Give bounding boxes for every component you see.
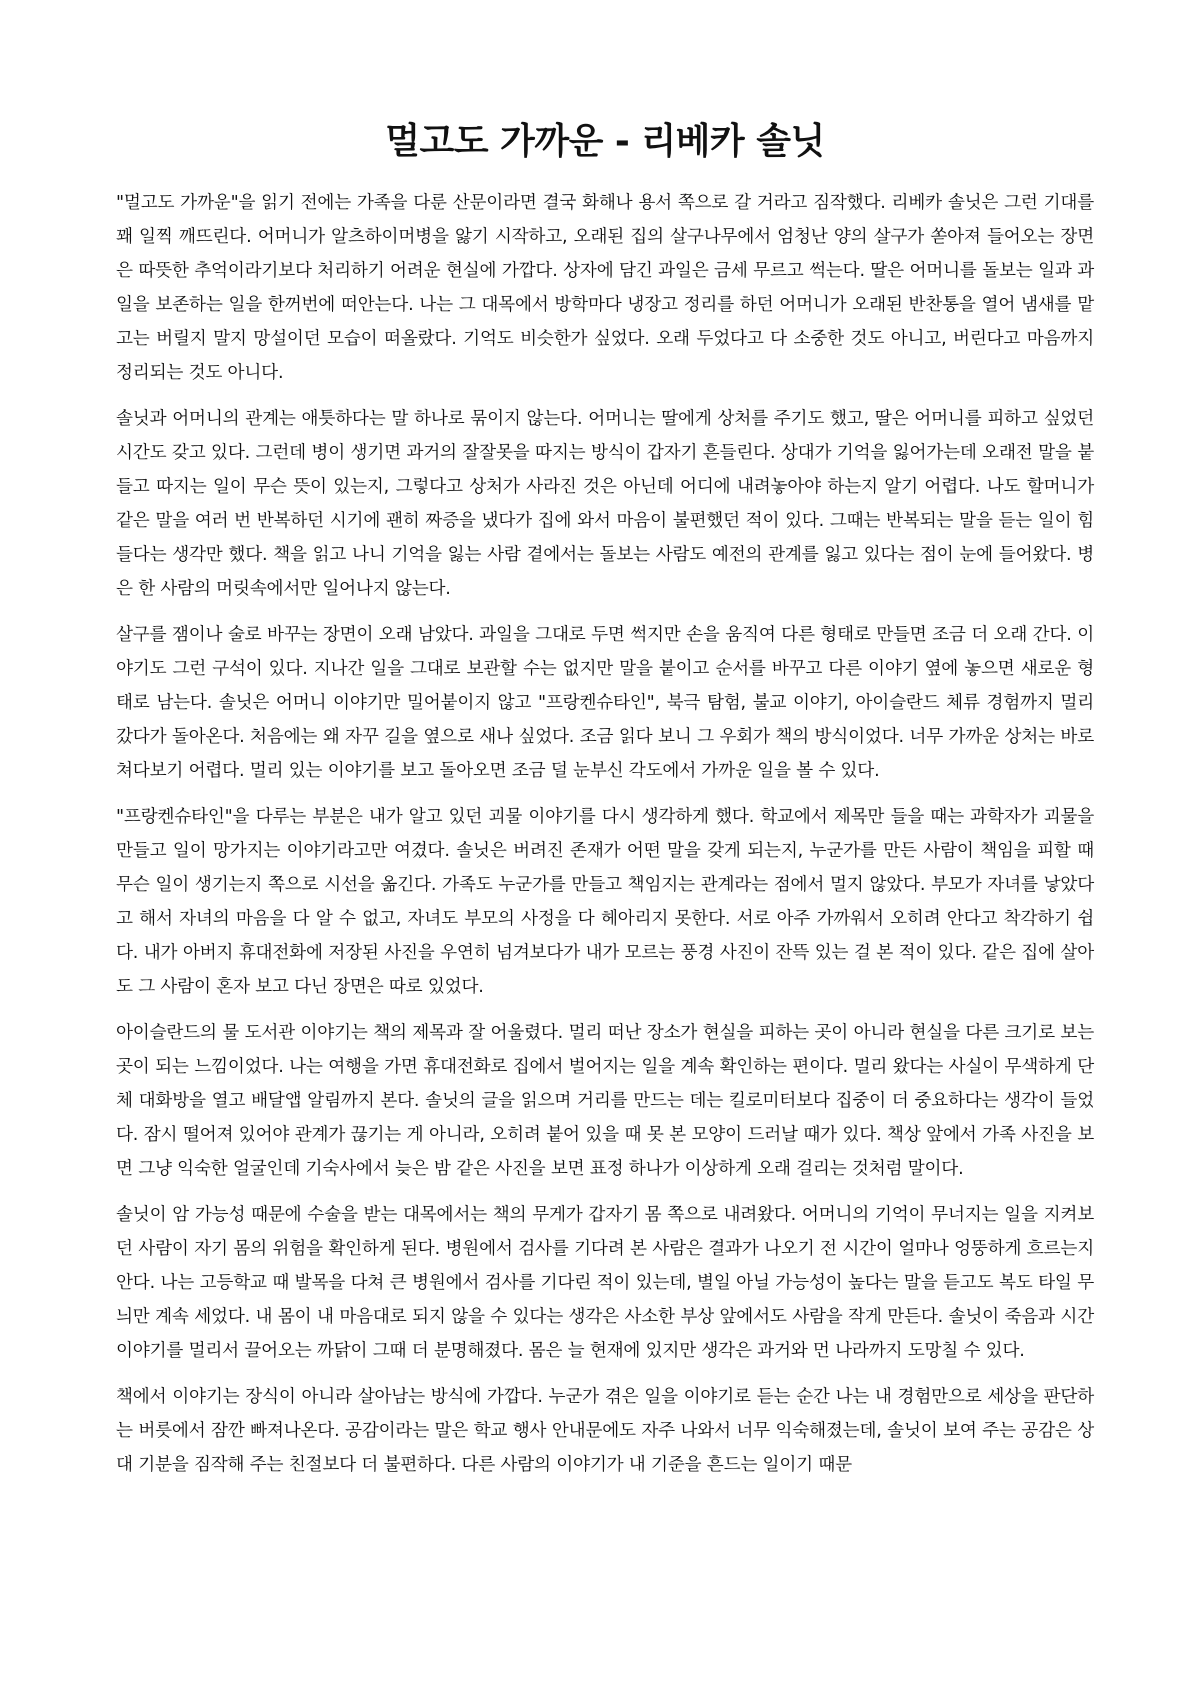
paragraph-3: 살구를 잼이나 술로 바꾸는 장면이 오래 남았다. 과일을 그대로 두면 썩지만 손을 움직여 다른 형태로 만들면 조금 더 오래 간다. 이야기도 그런 구석이 있다. 지나간 일을 그대로 보관할 수는 없지만 말을 붙이고 순서를 바꾸고 다른 이야기 옆에 놓으면 새로운 형태로 남는다. 솔닛은 어머니 이야기만 밀어붙이지 않고 "프랑켄슈타인", 북극 탐험, 불교 이야기, 아이슬란드 체류 경험까지 멀리 갔다가 돌아온다. 처음에는 왜 자꾸 길을 옆으로 새나 싶었다. 조금 읽다 보니 그 우회가 책의 방식이었다. 너무 가까운 상처는 바로 쳐다보기 어렵다. 멀리 있는 이야기를 보고 돌아오면 조금 덜 눈부신 각도에서 가까운 일을 볼 수 있다.: [116, 625, 1094, 781]
paragraph-4: "프랑켄슈타인"을 다루는 부분은 내가 알고 있던 괴물 이야기를 다시 생각하게 했다. 학교에서 제목만 들을 때는 과학자가 괴물을 만들고 일이 망가지는 이야기라고만 여겼다. 솔닛은 버려진 존재가 어떤 말을 갖게 되는지, 누군가를 만든 사람이 책임을 피할 때 무슨 일이 생기는지 쪽으로 시선을 옮긴다. 가족도 누군가를 만들고 책임지는 관계라는 점에서 멀지 않았다. 부모가 자녀를 낳았다고 해서 자녀의 마음을 다 알 수 없고, 자녀도 부모의 사정을 다 헤아리지 못한다. 서로 아주 가까워서 오히려 안다고 착각하기 쉽다. 내가 아버지 휴대전화에 저장된 사진을 우연히 넘겨보다가 내가 모르는 풍경 사진이 잔뜩 있는 걸 본 적이 있다. 같은 집에 살아도 그 사람이 혼자 보고 다닌 장면은 따로 있었다.: [116, 807, 1094, 997]
paragraph-2: 솔닛과 어머니의 관계는 애틋하다는 말 하나로 묶이지 않는다. 어머니는 딸에게 상처를 주기도 했고, 딸은 어머니를 피하고 싶었던 시간도 갖고 있다. 그런데 병이 생기면 과거의 잘잘못을 따지는 방식이 갑자기 흔들린다. 상대가 기억을 잃어가는데 오래전 말을 붙들고 따지는 일이 무슨 뜻이 있는지, 그렇다고 상처가 사라진 것은 아닌데 어디에 내려놓아야 하는지 알기 어렵다. 나도 할머니가 같은 말을 여러 번 반복하던 시기에 괜히 짜증을 냈다가 집에 와서 마음이 불편했던 적이 있다. 그때는 반복되는 말을 듣는 일이 힘들다는 생각만 했다. 책을 읽고 나니 기억을 잃는 사람 곁에서는 돌보는 사람도 예전의 관계를 잃고 있다는 점이 눈에 들어왔다. 병은 한 사람의 머릿속에서만 일어나지 않는다.: [116, 409, 1094, 599]
paragraph-6: 솔닛이 암 가능성 때문에 수술을 받는 대목에서는 책의 무게가 갑자기 몸 쪽으로 내려왔다. 어머니의 기억이 무너지는 일을 지켜보던 사람이 자기 몸의 위험을 확인하게 된다. 병원에서 검사를 기다려 본 사람은 결과가 나오기 전 시간이 얼마나 엉뚱하게 흐르는지 안다. 나는 고등학교 때 발목을 다쳐 큰 병원에서 검사를 기다린 적이 있는데, 별일 아닐 가능성이 높다는 말을 듣고도 복도 타일 무늬만 계속 세었다. 내 몸이 내 마음대로 되지 않을 수 있다는 생각은 사소한 부상 앞에서도 사람을 작게 만든다. 솔닛이 죽음과 시간 이야기를 멀리서 끌어오는 까닭이 그때 더 분명해졌다. 몸은 늘 현재에 있지만 생각은 과거와 먼 나라까지 도망칠 수 있다.: [116, 1205, 1094, 1361]
paragraph-1: "멀고도 가까운"을 읽기 전에는 가족을 다룬 산문이라면 결국 화해나 용서 쪽으로 갈 거라고 짐작했다. 리베카 솔닛은 그런 기대를 꽤 일찍 깨뜨린다. 어머니가 알츠하이머병을 앓기 시작하고, 오래된 집의 살구나무에서 엄청난 양의 살구가 쏟아져 들어오는 장면은 따뜻한 추억이라기보다 처리하기 어려운 현실에 가깝다. 상자에 담긴 과일은 금세 무르고 썩는다. 딸은 어머니를 돌보는 일과 과일을 보존하는 일을 한꺼번에 떠안는다. 나는 그 대목에서 방학마다 냉장고 정리를 하던 어머니가 오래된 반찬통을 열어 냄새를 맡고는 버릴지 말지 망설이던 모습이 떠올랐다. 기억도 비슷한가 싶었다. 오래 두었다고 다 소중한 것도 아니고, 버린다고 마음까지 정리되는 것도 아니다.: [116, 193, 1094, 383]
document-title: 멀고도 가까운 - 리베카 솔닛: [385, 121, 825, 162]
paragraph-7: 책에서 이야기는 장식이 아니라 살아남는 방식에 가깝다. 누군가 겪은 일을 이야기로 듣는 순간 나는 내 경험만으로 세상을 판단하는 버릇에서 잠깐 빠져나온다. 공감이라는 말은 학교 행사 안내문에도 자주 나와서 너무 익숙해졌는데, 솔닛이 보여 주는 공감은 상대 기분을 짐작해 주는 친절보다 더 불편하다. 다른 사람의 이야기가 내 기준을 흔드는 일이기 때문: [116, 1387, 1094, 1475]
paragraph-5: 아이슬란드의 물 도서관 이야기는 책의 제목과 잘 어울렸다. 멀리 떠난 장소가 현실을 피하는 곳이 아니라 현실을 다른 크기로 보는 곳이 되는 느낌이었다. 나는 여행을 가면 휴대전화로 집에서 벌어지는 일을 계속 확인하는 편이다. 멀리 왔다는 사실이 무색하게 단체 대화방을 열고 배달앱 알림까지 본다. 솔닛의 글을 읽으며 거리를 만드는 데는 킬로미터보다 집중이 더 중요하다는 생각이 들었다. 잠시 떨어져 있어야 관계가 끊기는 게 아니라, 오히려 붙어 있을 때 못 본 모양이 드러날 때가 있다. 책상 앞에서 가족 사진을 보면 그냥 익숙한 얼굴인데 기숙사에서 늦은 밤 같은 사진을 보면 표정 하나가 이상하게 오래 걸리는 것처럼 말이다.: [116, 1023, 1094, 1179]
